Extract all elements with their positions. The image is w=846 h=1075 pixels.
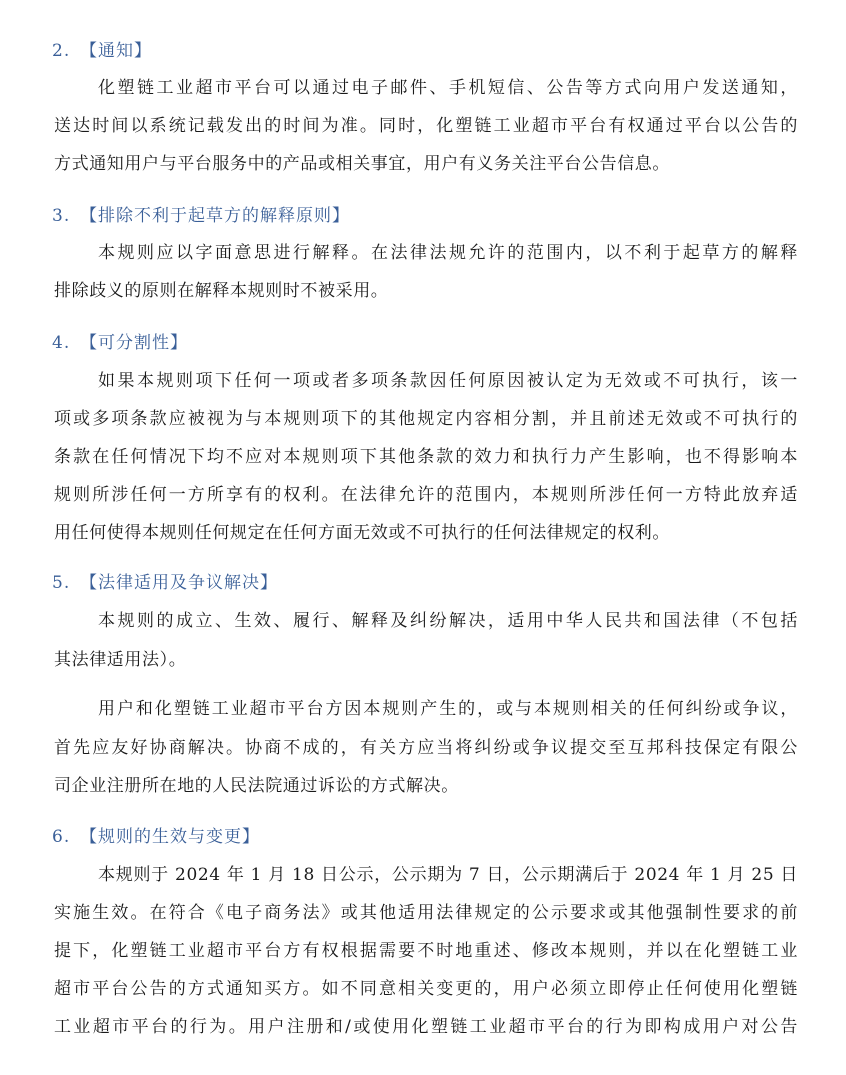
section-title: 【法律适用及争议解决】 <box>80 573 278 593</box>
paragraph-line: 方式通知用户与平台服务中的产品或相关事宜，用户有义务关注平台公告信息。 <box>54 154 670 174</box>
paragraph-line: 条款在任何情况下均不应对本规则项下其他条款的效力和执行力产生影响，也不得影响本 <box>54 447 798 467</box>
paragraph-line: 用户和化塑链工业超市平台方因本规则产生的，或与本规则相关的任何纠纷或争议， <box>98 699 798 719</box>
paragraph-line: 如果本规则项下任何一项或者多项条款因任何原因被认定为无效或不可执行，该一 <box>98 371 798 391</box>
paragraph-line: 排除歧义的原则在解释本规则时不被采用。 <box>54 281 389 301</box>
paragraph-line: 超市平台公告的方式通知买方。如不同意相关变更的，用户必须立即停止任何使用化塑链 <box>54 979 798 999</box>
section-heading-notice <box>52 36 152 61</box>
section-title: 【通知】 <box>80 41 152 61</box>
paragraph-line: 司企业注册所在地的人民法院通过诉讼的方式解决。 <box>54 776 459 796</box>
paragraph-line: 用任何使得本规则任何规定在任何方面无效或不可执行的任何法律规定的权利。 <box>54 523 670 543</box>
paragraph-line: 本规则应以字面意思进行解释。在法律法规允许的范围内，以不利于起草方的解释 <box>98 243 798 263</box>
section-title: 【排除不利于起草方的解释原则】 <box>80 206 350 226</box>
section-number: 5. <box>52 573 71 593</box>
section-heading-governing-law <box>52 568 278 593</box>
paragraph-line: 送达时间以系统记载发出的时间为准。同时，化塑链工业超市平台有权通过平台以公告的 <box>54 116 798 136</box>
paragraph-line: 化塑链工业超市平台可以通过电子邮件、手机短信、公告等方式向用户发送通知， <box>98 78 798 98</box>
section-number: 3. <box>52 206 71 226</box>
section-number: 4. <box>52 333 71 353</box>
paragraph-line: 首先应友好协商解决。协商不成的，有关方应当将纠纷或争议提交至互邦科技保定有限公 <box>54 738 798 758</box>
paragraph-line: 其法律适用法）。 <box>54 650 187 670</box>
section-heading-severability <box>52 328 188 353</box>
paragraph-line: 本规则的成立、生效、履行、解释及纠纷解决，适用中华人民共和国法律（不包括 <box>98 611 798 631</box>
section-number: 2. <box>52 41 71 61</box>
section-heading-effectiveness <box>52 822 260 847</box>
section-heading-interpretation <box>52 201 350 226</box>
paragraph-line: 工业超市平台的行为。用户注册和/或使用化塑链工业超市平台的行为即构成用户对公告 <box>54 1017 798 1037</box>
paragraph-line: 本规则于 2024 年 1 月 18 日公示，公示期为 7 日，公示期满后于 2024 年 1 月 25 日 <box>98 865 798 885</box>
section-title: 【可分割性】 <box>80 333 188 353</box>
paragraph-line: 项或多项条款应被视为与本规则项下的其他规定内容相分割，并且前述无效或不可执行的 <box>54 409 798 429</box>
section-title: 【规则的生效与变更】 <box>80 827 260 847</box>
paragraph-line: 实施生效。在符合《电子商务法》或其他适用法律规定的公示要求或其他强制性要求的前 <box>54 903 798 923</box>
paragraph-line: 规则所涉任何一方所享有的权利。在法律允许的范围内，本规则所涉任何一方特此放弃适 <box>54 485 798 505</box>
section-number: 6. <box>52 827 71 847</box>
paragraph-line: 提下，化塑链工业超市平台方有权根据需要不时地重述、修改本规则，并以在化塑链工业 <box>54 941 798 961</box>
